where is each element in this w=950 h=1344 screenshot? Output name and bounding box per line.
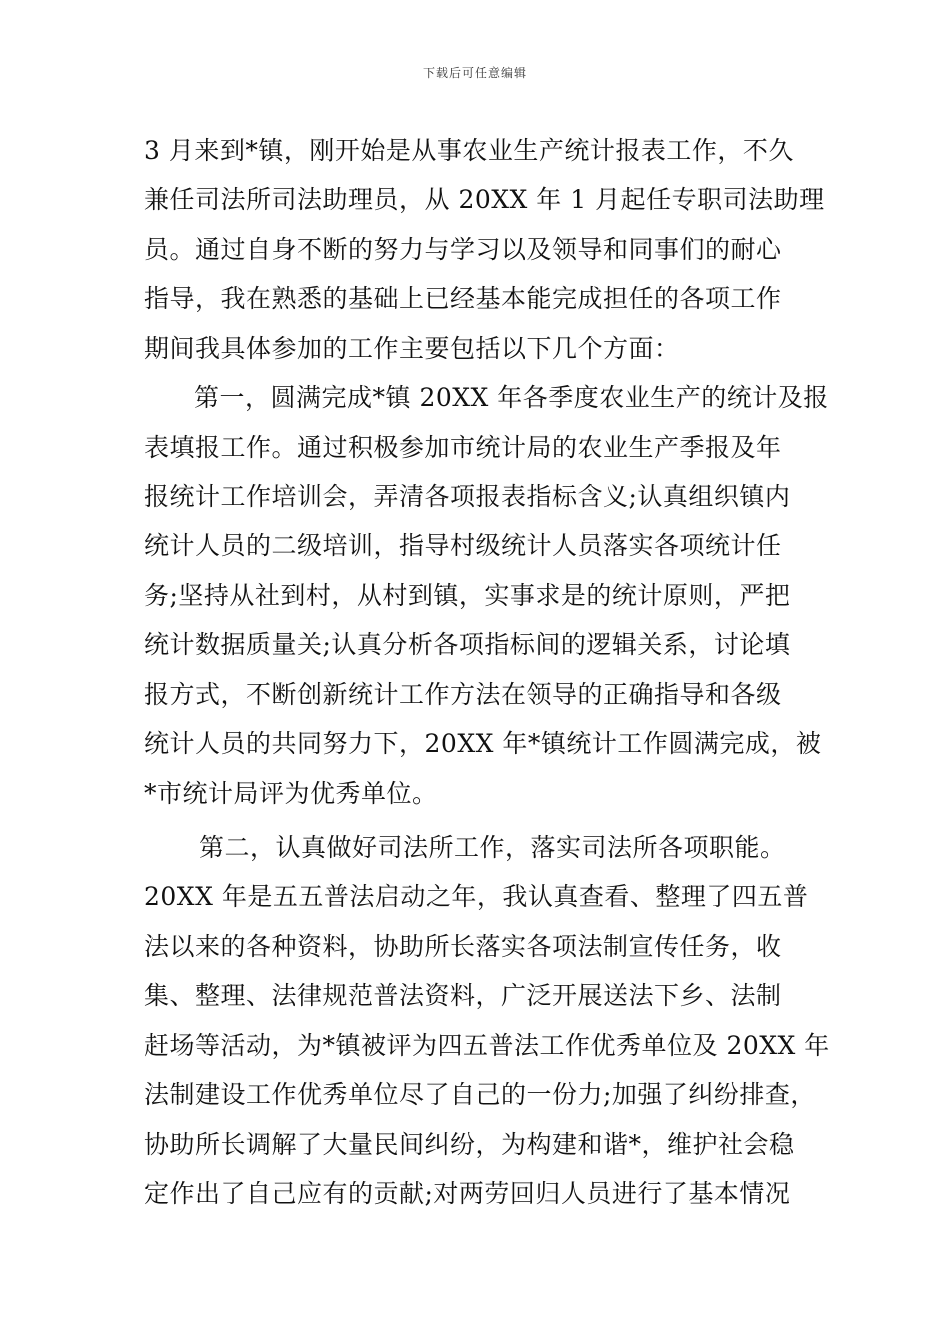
text-line: 统计数据质量关;认真分析各项指标间的逻辑关系，讨论填 <box>144 630 791 659</box>
text-line: 员。通过自身不断的努力与学习以及领导和同事们的耐心 <box>144 235 782 264</box>
text-line: 集、整理、法律规范普法资料，广泛开展送法下乡、法制 <box>144 981 782 1010</box>
text-line: 赶场等活动，为*镇被评为四五普法工作优秀单位及 20XX 年 <box>144 1031 830 1060</box>
text-line: 报方式，不断创新统计工作方法在领导的正确指导和各级 <box>144 680 782 709</box>
text-line: 指导，我在熟悉的基础上已经基本能完成担任的各项工作 <box>144 284 782 313</box>
paragraph-first-line: 第一，圆满完成*镇 20XX 年各季度农业生产的统计及报 <box>194 383 829 412</box>
text-line: 期间我具体参加的工作主要包括以下几个方面： <box>144 334 680 363</box>
text-line: 兼任司法所司法助理员，从 20XX 年 1 月起任专职司法助理 <box>144 185 825 214</box>
text-line: 法制建设工作优秀单位尽了自己的一份力;加强了纠纷排查， <box>144 1080 816 1109</box>
page-header: 下载后可任意编辑 <box>422 66 527 80</box>
text-line: 统计人员的共同努力下，20XX 年*镇统计工作圆满完成，被 <box>144 729 822 758</box>
text-line: 务;坚持从社到村，从村到镇，实事求是的统计原则，严把 <box>144 581 791 610</box>
paragraph-first-line: 第二，认真做好司法所工作，落实司法所各项职能。 <box>199 833 786 862</box>
text-line: 3 月来到*镇，刚开始是从事农业生产统计报表工作，不久 <box>144 136 794 165</box>
text-line: *市统计局评为优秀单位。 <box>144 779 438 808</box>
text-line: 表填报工作。通过积极参加市统计局的农业生产季报及年 <box>144 433 782 462</box>
text-line: 协助所长调解了大量民间纠纷，为构建和谐*，维护社会稳 <box>144 1130 795 1159</box>
text-line: 统计人员的二级培训，指导村级统计人员落实各项统计任 <box>144 531 782 560</box>
text-line: 报统计工作培训会，弄清各项报表指标含义;认真组织镇内 <box>144 482 791 511</box>
text-line: 定作出了自己应有的贡献;对两劳回归人员进行了基本情况 <box>144 1179 791 1208</box>
text-line: 法以来的各种资料，协助所长落实各项法制宣传任务，收 <box>144 932 782 961</box>
text-line: 20XX 年是五五普法启动之年，我认真查看、整理了四五普 <box>144 882 809 911</box>
